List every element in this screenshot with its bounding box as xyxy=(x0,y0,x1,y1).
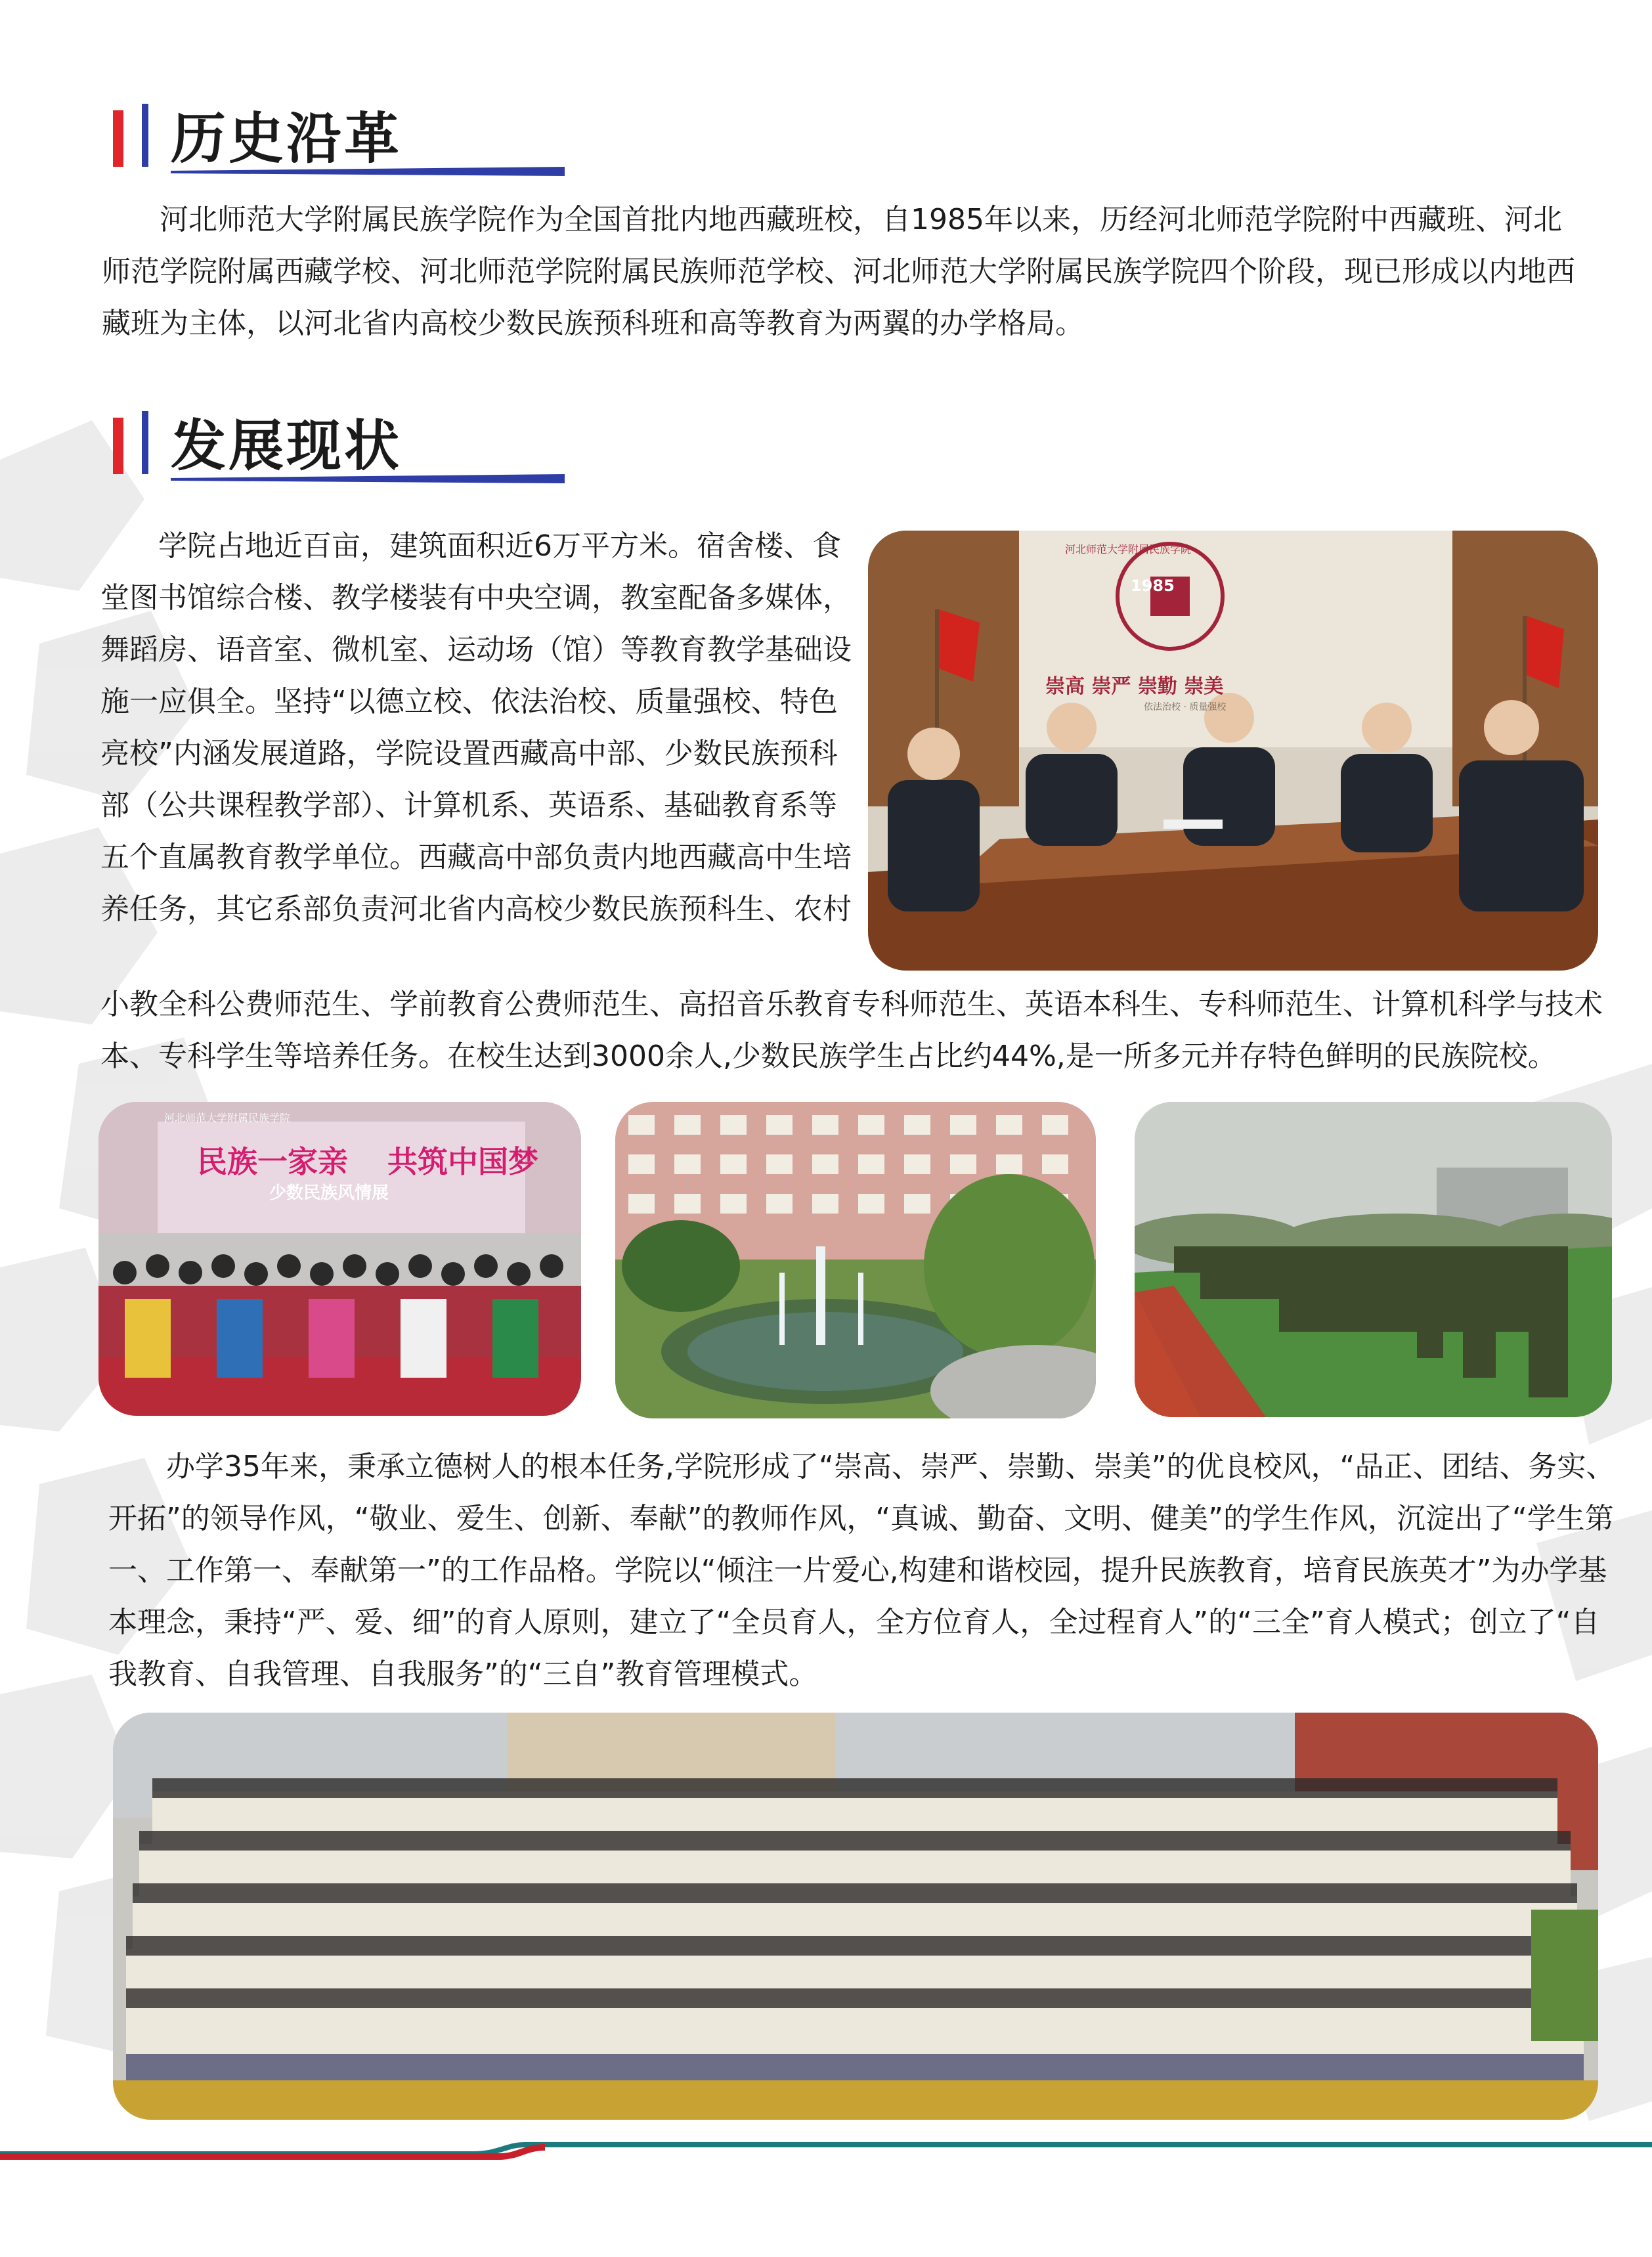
meeting-motto: 崇高 崇严 崇勤 崇美 xyxy=(1045,675,1224,698)
festival-banner-school: 河北师范大学附属民族学院 xyxy=(164,1112,291,1124)
meeting-photo xyxy=(868,531,1598,971)
meeting-logo-ring-text: 河北师范大学附属民族学院 xyxy=(1065,543,1192,556)
staff-group-photo xyxy=(113,1713,1598,2120)
footer-line xyxy=(0,2142,1652,2168)
development-title: 发展现状 xyxy=(171,413,402,478)
history-title: 历史沿革 xyxy=(171,106,402,171)
heading-blue-bar xyxy=(142,104,148,167)
campus-building-photo xyxy=(615,1102,1096,1418)
heading-red-bar xyxy=(113,418,123,474)
heading-underline xyxy=(171,474,565,483)
development-paragraph-culture: 办学35年来，秉承立德树人的根本任务,学院形成了“崇高、崇严、崇勤、崇美”的优良校风，“品正、团结、务实、开拓”的领导作风，“敬业、爱生、创新、奉献”的教师作风，“真诚、勤奋、文明、健美”的学生作风，沉淀出了“学生第一、工作第一、奉献第一”的工作品格。学院以“倾注一片爱心,构建和谐校园，提升民族教育，培育民族英才”为办学基本理念，秉持“严、爱、细”的育人原则，建立了“全员育人，全方位育人，全过程育人”的“三全”育人模式；创立了“自我教育、自我管理、自我服务”的“三自”教育管理模式。 xyxy=(108,1450,1615,1691)
festival-photo xyxy=(98,1102,581,1416)
festival-banner-right: 共筑中国梦 xyxy=(387,1144,538,1179)
festival-banner-sub: 少数民族风情展 xyxy=(269,1183,389,1203)
heading-blue-bar xyxy=(142,411,148,474)
development-section-heading xyxy=(110,406,478,491)
history-section-heading xyxy=(110,99,478,184)
meeting-logo-year: 1985 xyxy=(1131,577,1175,595)
festival-banner-left: 民族一家亲 xyxy=(197,1144,348,1179)
military-training-photo xyxy=(1135,1102,1612,1417)
heading-red-bar xyxy=(113,110,123,167)
development-paragraph-full: 小教全科公费师范生、学前教育公费师范生、高招音乐教育专科师范生、英语本科生、专科师范生、计算机科学与技术本、专科学生等培养任务。在校生达到3000余人,少数民族学生占比约44%,是一所多元并存特色鲜明的民族院校。 xyxy=(100,988,1603,1073)
meeting-small-caption: 依法治校 · 质量强校 xyxy=(1144,702,1227,712)
history-paragraph: 河北师范大学附属民族学院作为全国首批内地西藏班校，自1985年以来，历经河北师范学院附中西藏班、河北师范学院附属西藏学校、河北师范学院附属民族师范学校、河北师范大学附属民族学院四个阶段，现已形成以内地西藏班为主体，以河北省内高校少数民族预科班和高等教育为两翼的办学格局。 xyxy=(102,203,1575,340)
development-paragraph-wrap: 学院占地近百亩，建筑面积近6万平方米。宿舍楼、食堂图书馆综合楼、教学楼装有中央空调，教室配备多媒体，舞蹈房、语音室、微机室、运动场（馆）等教育教学基础设施一应俱全。坚持“以德立校、依法治校、质量强校、特色亮校”内涵发展道路，学院设置西藏高中部、少数民族预科部（公共课程教学部）、计算机系、英语系、基础教育系等五个直属教育教学单位。西藏高中部负责内地西藏高中生培养任务，其它系部负责河北省内高校少数民族预科生、农村 xyxy=(100,529,852,926)
heading-underline xyxy=(171,167,565,176)
